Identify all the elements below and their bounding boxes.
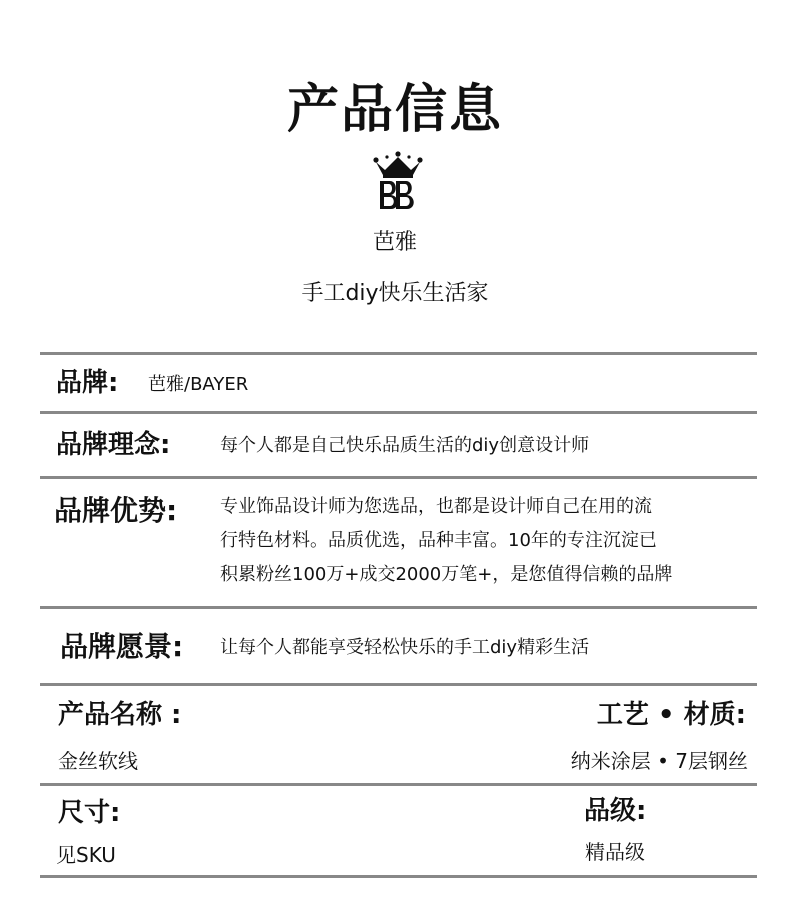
divider (40, 683, 757, 686)
divider (40, 352, 757, 355)
vision-value: 让每个人都能享受轻松快乐的手工diy精彩生活 (220, 637, 590, 658)
philosophy-label: 品牌理念: (56, 430, 171, 460)
brand-logo (371, 151, 425, 211)
grade-value: 精品级 (585, 840, 645, 864)
advantage-line: 行特色材料。品质优选，品种丰富。10年的专注沉淀已 (220, 530, 657, 551)
size-label: 尺寸: (58, 798, 121, 828)
brand-name: 芭雅 (372, 230, 417, 255)
grade-label: 品级: (584, 796, 647, 826)
advantage-line: 专业饰品设计师为您选品，也都是设计师自己在用的流 (220, 496, 652, 517)
page-title: 产品信息 (286, 80, 503, 140)
vision-label: 品牌愿景: (60, 630, 184, 663)
advantage-label: 品牌优势: (54, 494, 178, 527)
divider (40, 606, 757, 609)
advantage-text (220, 490, 760, 592)
divider (40, 476, 757, 479)
craft-material-value: 纳米涂层 • 7层钢丝 (570, 749, 748, 773)
divider (40, 875, 757, 878)
brand-label: 品牌: (56, 368, 119, 398)
brand-slogan: 手工diy快乐生活家 (301, 281, 489, 306)
product-name-label: 产品名称 : (58, 700, 182, 730)
divider (40, 411, 757, 414)
size-value: 见SKU (56, 843, 116, 867)
product-name-value: 金丝软线 (58, 749, 138, 773)
divider (40, 783, 757, 786)
craft-material-label: 工艺 • 材质: (596, 700, 746, 730)
advantage-line: 积累粉丝100万+成交2000万笔+，是您值得信赖的品牌 (220, 564, 673, 585)
crown-bb-logo-icon (371, 151, 425, 211)
philosophy-value: 每个人都是自己快乐品质生活的diy创意设计师 (220, 435, 590, 456)
brand-value: 芭雅/BAYER (148, 374, 249, 395)
